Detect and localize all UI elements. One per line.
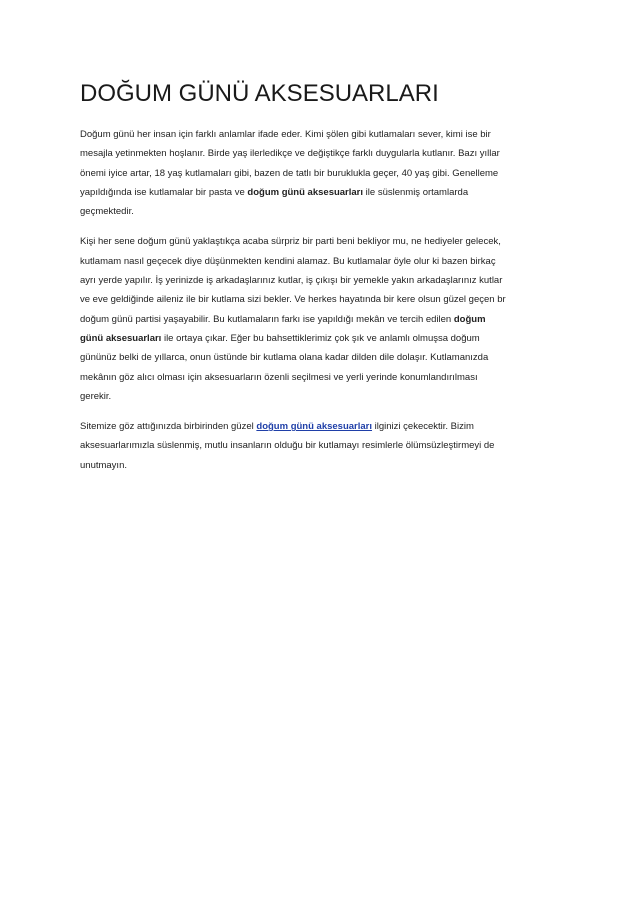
text-segment: doğum günü partisi yaşayabilir. Bu kutlamaların farkı ise yapıldığı mekân ve tercih edilen: [80, 313, 454, 325]
text-segment: unutmayın.: [80, 459, 127, 471]
text-line: [80, 271, 565, 290]
text-segment: önemi iyice artar, 18 yaş kutlamaları gibi, bazen de tatlı bir buruklukla geçer, 40 yaş gibi. Genelleme: [80, 167, 499, 179]
text-segment: gününüz belki de yıllarca, onun üstünde bir kutlama olana kadar dilden dile dolaşır. Kutlamanızda: [80, 352, 489, 364]
text-segment: kutlamam nasıl geçecek diye düşünmekten kendini alamaz. Bu kutlamalar öyle olur ki bazen birkaç: [80, 255, 496, 267]
paragraph: [80, 417, 565, 475]
text-line: [80, 368, 565, 387]
text-line: [80, 348, 565, 367]
text-line: [80, 164, 565, 183]
text-segment: mekânın göz alıcı olması için aksesuarların özenli seçilmesi ve yerli yerinde konumlandırılması: [80, 371, 478, 383]
text-line: [80, 329, 565, 348]
document-body: [80, 125, 565, 486]
text-segment: mesajla yetinmekten hoşlanır. Birde yaş ilerledikçe ve değiştikçe farklı duygularla kutlanır. Bazı yıllar: [80, 148, 500, 160]
text-line: [80, 290, 565, 309]
text-segment: gerekir.: [80, 390, 112, 402]
text-line: [80, 252, 565, 271]
text-segment: geçmektedir.: [80, 206, 134, 218]
text-line: [80, 202, 565, 221]
text-segment: ve eve geldiğinde aileniz ile bir kutlama sizi bekler. Ve herkes hayatında bir kere olsun güzel geçen br: [80, 294, 506, 306]
text-segment: yapıldığında ise kutlamalar bir pasta ve: [80, 186, 248, 198]
text-line: [80, 310, 565, 329]
paragraph: [80, 232, 565, 406]
text-segment: ile ortaya çıkar. Eğer bu bahsettiklerimiz çok şık ve anlamlı olmuşsa doğum: [161, 332, 480, 344]
text-segment: ayrı yerde yapılır. İş yerinizde iş arkadaşlarınız kutlar, iş çıkışı bir yemekle yakın arkadaşlarınız kutlar: [80, 275, 503, 287]
text-line: [80, 144, 565, 163]
text-line: [80, 125, 565, 144]
text-segment: ile süslenmiş ortamlarda: [363, 186, 469, 198]
keyword-link[interactable]: doğum günü aksesuarları: [256, 421, 373, 433]
text-line: [80, 436, 565, 455]
paragraph: [80, 125, 565, 221]
text-line: [80, 456, 565, 475]
keyword-bold: doğum: [453, 313, 486, 325]
text-segment: aksesuarlarımızla süslenmiş, mutlu insanların olduğu bir kutlamayı resimlerle ölümsüzleştirmeyi de: [80, 440, 495, 452]
keyword-bold: günü aksesuarları: [80, 332, 162, 344]
page-title: DOĞUM GÜNÜ AKSESUARLARI: [80, 80, 439, 107]
text-line: [80, 183, 565, 202]
text-line: [80, 232, 565, 251]
text-segment: Doğum günü her insan için farklı anlamlar ifade eder. Kimi şölen gibi kutlamaları sever, kimi ise bir: [80, 129, 491, 140]
text-segment: Sitemize göz attığınızda birbirinden güzel: [80, 421, 257, 433]
text-segment: Kişi her sene doğum günü yaklaştıkça acaba sürpriz bir parti beni bekliyor mu, ne hediyeler gelecek,: [80, 236, 501, 248]
keyword-bold: doğum günü aksesuarları: [247, 186, 364, 198]
text-segment: ilginizi çekecektir. Bizim: [372, 421, 474, 433]
text-line: [80, 387, 565, 406]
text-line: [80, 417, 565, 436]
